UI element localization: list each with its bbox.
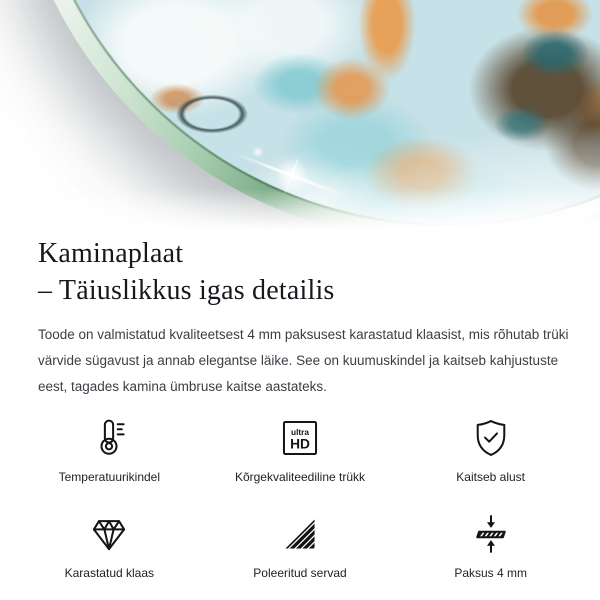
feature-label: Kaitseb alust bbox=[456, 470, 526, 484]
feature-protects-base bbox=[395, 414, 586, 484]
ultra-hd-text-top: ultra bbox=[291, 427, 309, 437]
feature-label: Karastatud klaas bbox=[64, 566, 155, 580]
product-description-section bbox=[0, 230, 600, 400]
feature-ultra-hd-print bbox=[205, 414, 396, 484]
feature-temperature-resistant bbox=[14, 414, 205, 484]
product-description-text: Toode on valmistatud kvaliteetsest 4 mm paksusest karastatud klaasist, mis rõhutab trüki värvide sügavust ja annab elegantse läike. See on kuumuskindel ja kaitseb kahjustuste eest, tagades kamina ümbruse kaitse aastateks. bbox=[38, 327, 569, 394]
glass-plate-edge-line bbox=[25, 0, 600, 226]
ultra-hd-icon bbox=[205, 414, 396, 460]
feature-thickness-4mm bbox=[395, 510, 586, 580]
feature-polished-edges bbox=[205, 510, 396, 580]
product-image bbox=[0, 0, 600, 230]
feature-label: Poleeritud servad bbox=[253, 566, 347, 580]
small-glint-highlight bbox=[252, 146, 264, 158]
title-line-2: – Täiuslikkus igas detailis bbox=[38, 275, 335, 306]
feature-tempered-glass bbox=[14, 510, 205, 580]
thermometer-icon bbox=[14, 414, 205, 460]
polished-edges-icon bbox=[205, 510, 396, 556]
shield-check-icon bbox=[395, 414, 586, 460]
title-line-1: Kaminaplaat bbox=[38, 238, 184, 269]
feature-label: Kõrgekvaliteediline trükk bbox=[234, 470, 366, 484]
page-title bbox=[38, 230, 575, 309]
feature-grid bbox=[14, 414, 586, 580]
feature-label: Paksus 4 mm bbox=[454, 566, 527, 580]
feature-label: Temperatuurikindel bbox=[58, 470, 161, 484]
ultra-hd-text-bottom: HD bbox=[290, 436, 310, 452]
diamond-icon bbox=[14, 510, 205, 556]
thickness-press-icon bbox=[395, 510, 586, 556]
